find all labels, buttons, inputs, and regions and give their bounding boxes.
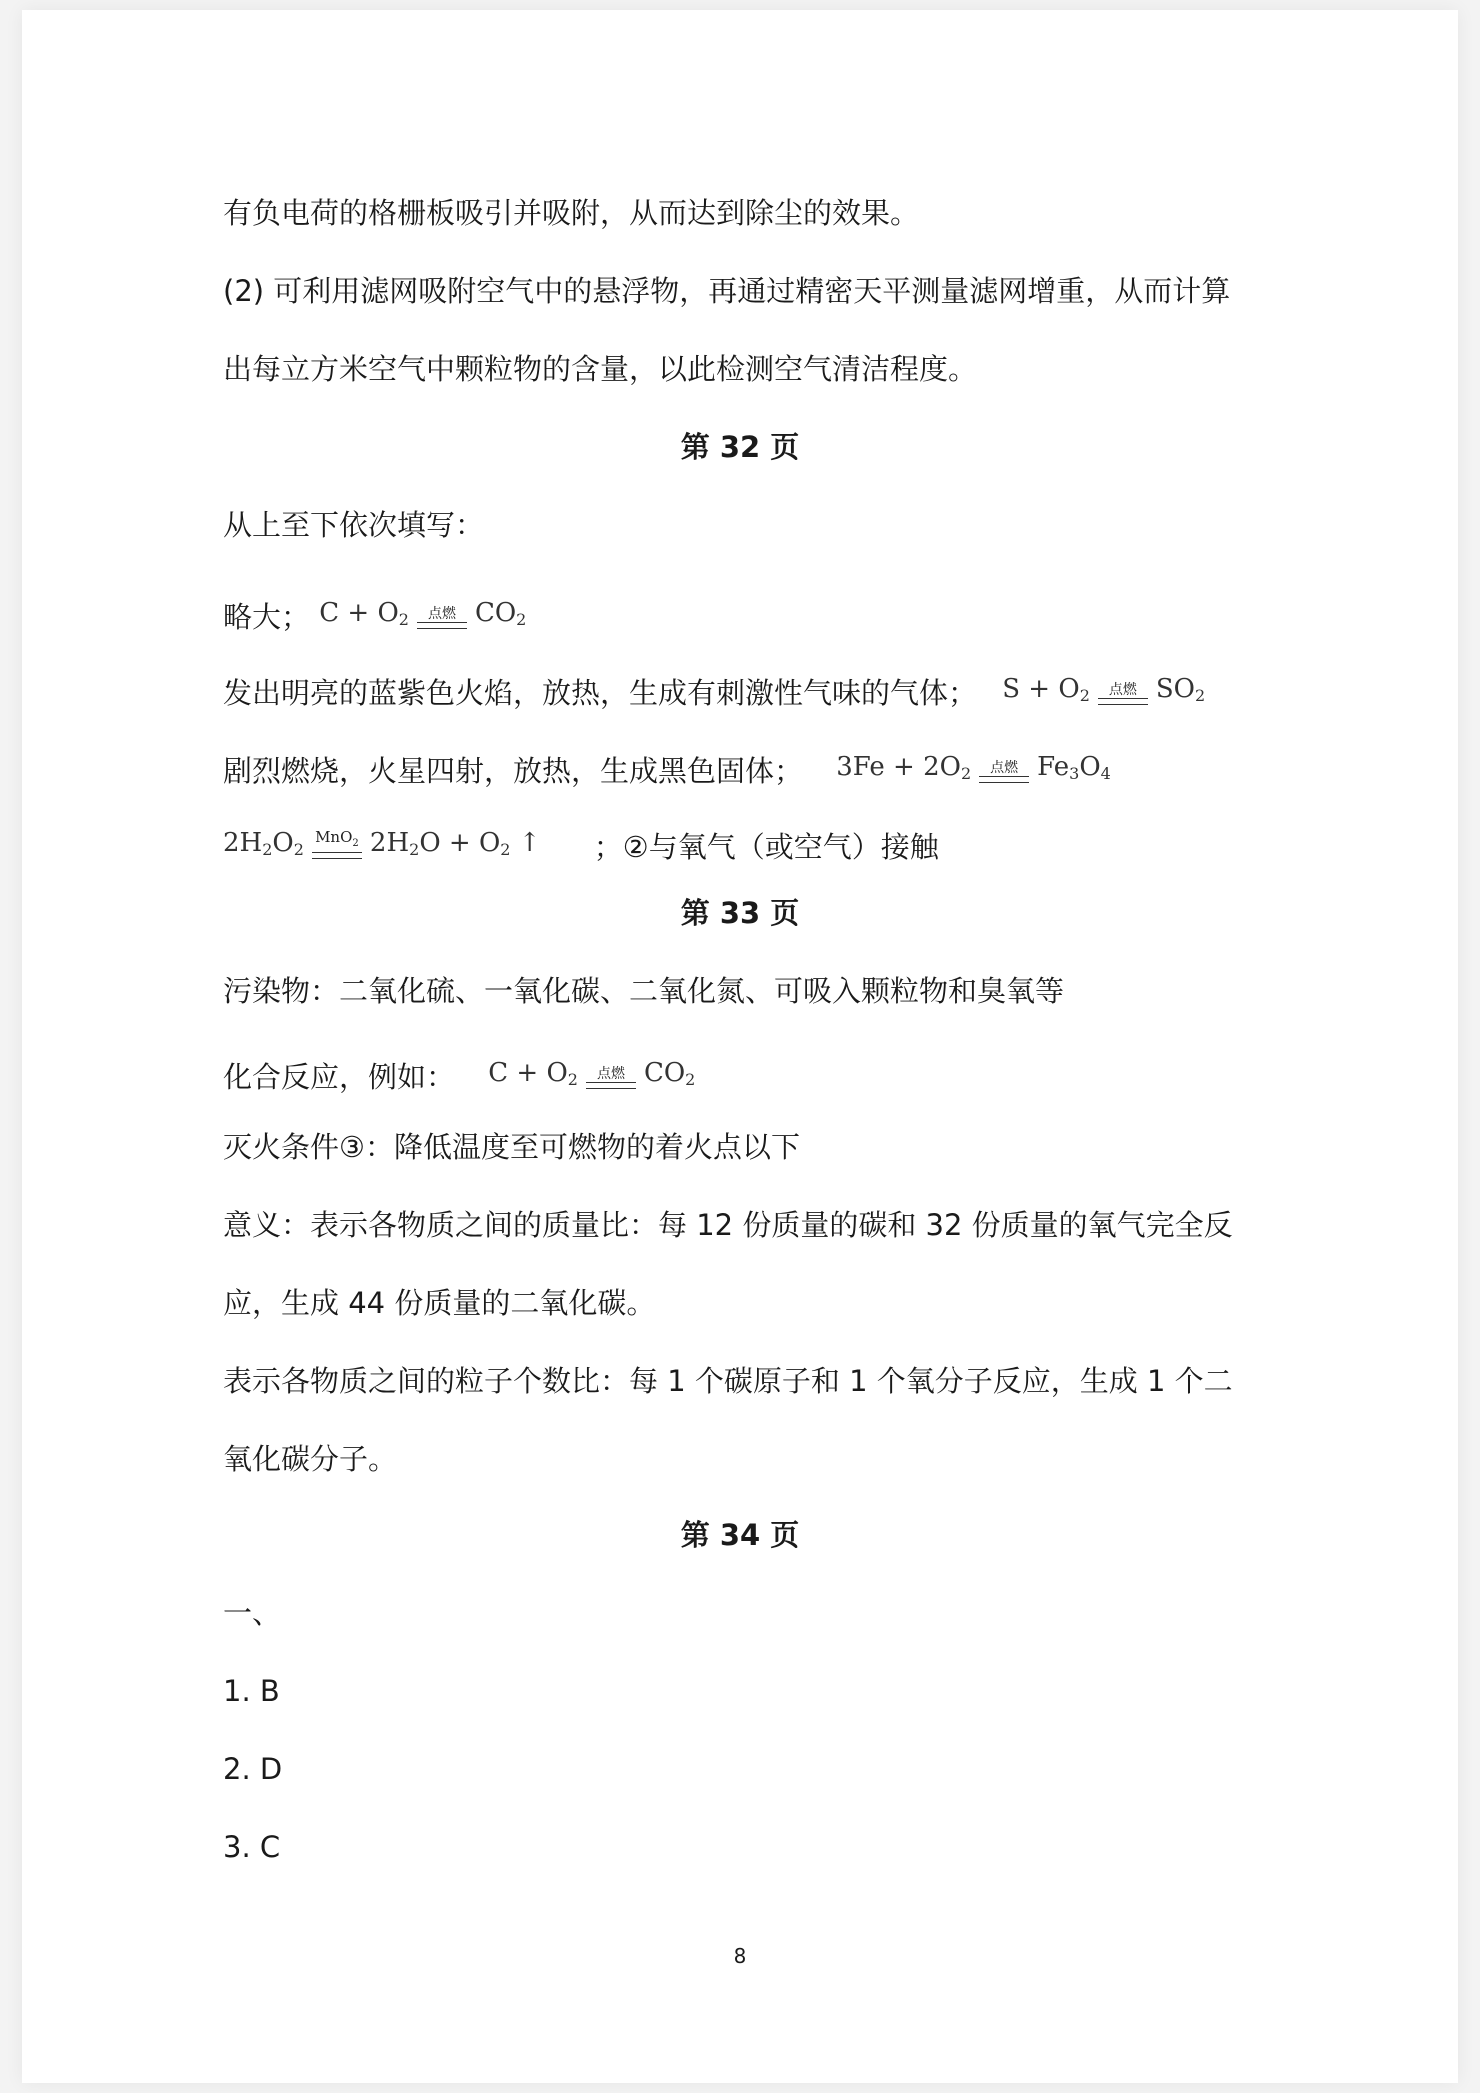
reaction-arrow: 点燃 bbox=[586, 1066, 636, 1097]
reaction-arrow: 点燃 bbox=[979, 760, 1029, 791]
text-line bbox=[223, 750, 1111, 791]
text-line bbox=[223, 672, 1205, 713]
text-segment: 略大； bbox=[223, 600, 311, 634]
page-heading: 第 34 页 bbox=[680, 1518, 800, 1552]
text-segment: 化合反应，例如： bbox=[223, 1060, 456, 1094]
text-line bbox=[223, 1056, 695, 1097]
page-heading: 第 33 页 bbox=[680, 896, 800, 930]
page-number: 8 bbox=[733, 1944, 747, 1968]
text-line bbox=[223, 826, 939, 867]
text-line: 应，生成 44 份质量的二氧化碳。 bbox=[223, 1286, 656, 1320]
text-segment: 剧烈燃烧，火星四射，放热，生成黑色固体； bbox=[223, 754, 804, 788]
text-line: 氧化碳分子。 bbox=[223, 1442, 398, 1476]
text-line: 意义：表示各物质之间的质量比：每 12 份质量的碳和 32 份质量的氧气完全反 bbox=[223, 1208, 1233, 1242]
reaction-arrow: 点燃 bbox=[417, 606, 467, 637]
chemical-equation: $3Fe + 2O_2$ 点燃 $Fe_3O_4$ bbox=[836, 750, 1111, 791]
text-line: 污染物：二氧化硫、一氧化碳、二氧化氮、可吸入颗粒物和臭氧等 bbox=[223, 974, 1065, 1008]
reaction-arrow: 点燃 bbox=[1098, 682, 1148, 713]
text-line: 表示各物质之间的粒子个数比：每 1 个碳原子和 1 个氧分子反应，生成 1 个二 bbox=[223, 1364, 1233, 1398]
chemical-equation: $S + O_2$ 点燃 $SO_2$ bbox=[1002, 672, 1205, 713]
text-line: 一、 bbox=[223, 1596, 282, 1630]
answer-item: 3. C bbox=[223, 1830, 281, 1864]
chemical-equation: $2H_2O_2$ MnO$_2$ $2H_2O + O_2$ ↑ bbox=[223, 826, 541, 867]
page-heading: 第 32 页 bbox=[680, 430, 800, 464]
text-segment: ；②与氧气（或空气）接触 bbox=[593, 830, 939, 864]
text-line: 从上至下依次填写： bbox=[223, 508, 485, 542]
reaction-arrow: MnO$_2$ bbox=[312, 829, 362, 867]
text-line: (2) 可利用滤网吸附空气中的悬浮物，再通过精密天平测量滤网增重，从而计算 bbox=[223, 274, 1231, 308]
chemical-equation: $C + O_2$ 点燃 $CO_2$ bbox=[319, 596, 526, 637]
text-line: 出每立方米空气中颗粒物的含量，以此检测空气清洁程度。 bbox=[223, 352, 978, 386]
answer-item: 2. D bbox=[223, 1752, 283, 1786]
text-line: 有负电荷的格栅板吸引并吸附，从而达到除尘的效果。 bbox=[223, 196, 920, 230]
text-segment: 发出明亮的蓝紫色火焰，放热，生成有刺激性气味的气体； bbox=[223, 676, 978, 710]
chemical-equation: $C + O_2$ 点燃 $CO_2$ bbox=[488, 1056, 695, 1097]
text-line bbox=[223, 596, 526, 637]
answer-item: 1. B bbox=[223, 1674, 280, 1708]
text-line: 灭火条件③：降低温度至可燃物的着火点以下 bbox=[223, 1130, 800, 1164]
